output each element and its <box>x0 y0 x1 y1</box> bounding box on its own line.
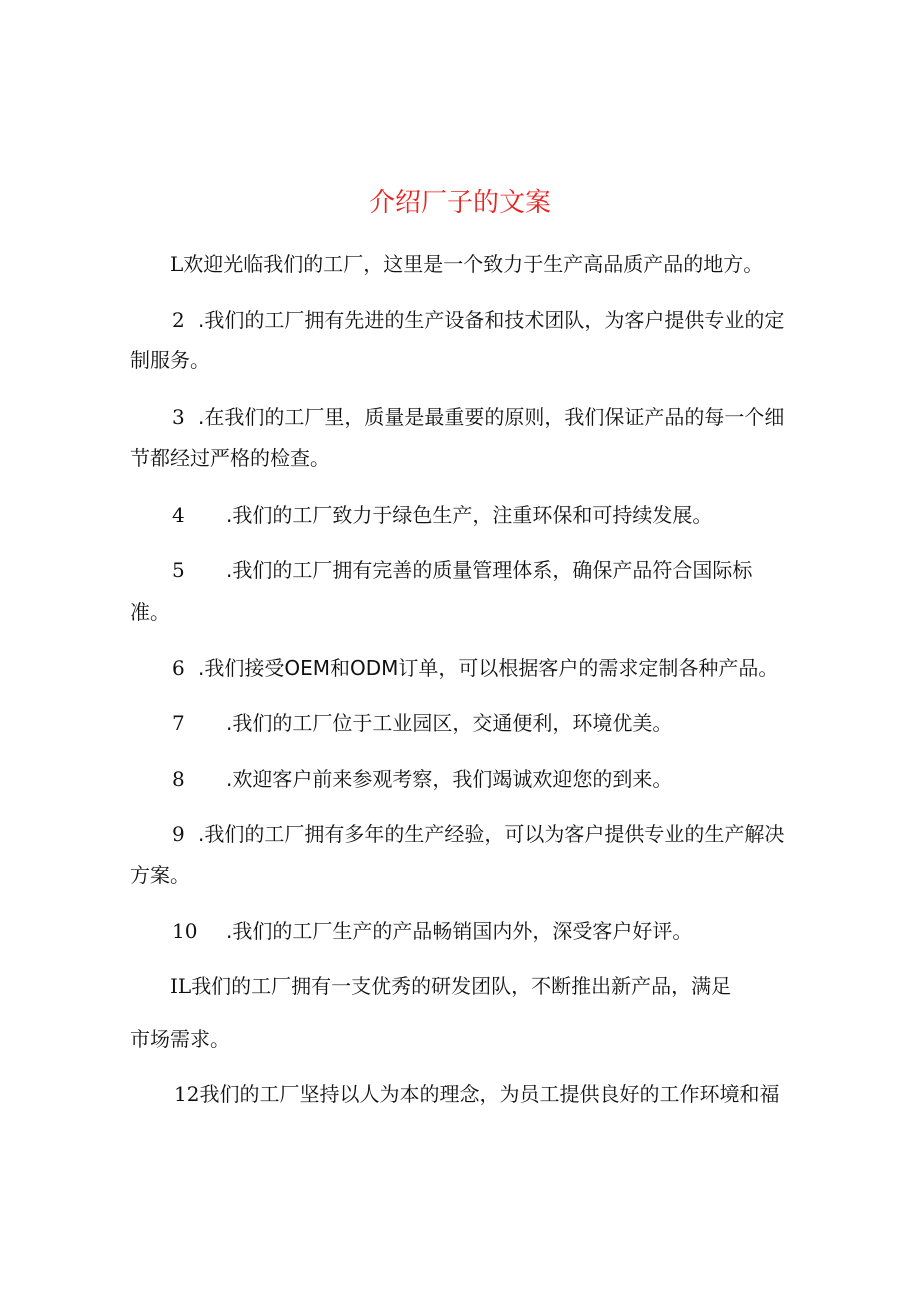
list-item-text: .我们的工厂位于工业园区，交通便利，环境优美。 <box>226 711 673 735</box>
list-item-number: 6 <box>172 656 185 680</box>
document-title: 介绍厂子的文案 <box>368 188 551 218</box>
list-item-text: .我们的工厂生产的产品畅销国内外，深受客户好评。 <box>226 919 693 943</box>
list-item-number: 3 <box>172 405 185 429</box>
list-item-9-line-1 <box>172 820 784 848</box>
list-item-text: 欢迎光临我们的工厂，这里是一个致力于生产高品质产品的地方。 <box>183 252 764 276</box>
list-item-number: 9 <box>172 822 185 846</box>
list-item-2-line-2 <box>130 346 210 374</box>
list-item-3-line-1 <box>172 403 784 431</box>
list-item-5-line-2 <box>130 598 170 626</box>
list-item-text: 市场需求。 <box>130 1027 230 1051</box>
list-item-number: 7 <box>172 711 185 735</box>
list-item-4-line-1 <box>172 501 712 529</box>
list-item-9-line-2 <box>130 861 190 889</box>
list-item-2-line-1 <box>172 306 784 334</box>
list-item-number: 12 <box>174 1082 200 1106</box>
list-item-number: 10 <box>172 919 198 943</box>
list-item-text: .我们的工厂拥有先进的生产设备和技术团队，为客户提供专业的定 <box>198 308 785 332</box>
list-item-text: 制服务。 <box>130 348 210 372</box>
list-item-number: L <box>170 252 184 276</box>
list-item-text: 方案。 <box>130 863 190 887</box>
list-item-number: IL <box>170 974 192 998</box>
list-item-text: .我们的工厂拥有多年的生产经验，可以为客户提供专业的生产解决 <box>198 822 785 846</box>
list-item-number: 8 <box>172 767 185 791</box>
list-item-text: .欢迎客户前来参观考察，我们竭诚欢迎您的到来。 <box>226 767 673 791</box>
list-item-text: 节都经过严格的检查。 <box>130 446 330 470</box>
list-item-text: .在我们的工厂里，质量是最重要的原则，我们保证产品的每一个细 <box>198 405 785 429</box>
list-item-number: 5 <box>172 558 185 582</box>
list-item-1-line-1 <box>170 250 763 278</box>
list-item-number: 4 <box>172 503 185 527</box>
list-item-text: .我们接受OEM和ODM订单，可以根据客户的需求定制各种产品。 <box>198 656 779 680</box>
list-item-8-line-1 <box>172 765 672 793</box>
list-item-text: .我们的工厂致力于绿色生产，注重环保和可持续发展。 <box>226 503 713 527</box>
list-item-text: 我们的工厂坚持以人为本的理念，为员工提供良好的工作环境和福 <box>199 1082 780 1106</box>
list-item-7-line-1 <box>172 709 672 737</box>
list-item-11-line-2 <box>130 1025 230 1053</box>
list-item-3-line-2 <box>130 444 330 472</box>
list-item-text: .我们的工厂拥有完善的质量管理体系，确保产品符合国际标 <box>226 558 753 582</box>
list-item-text: 我们的工厂拥有一支优秀的研发团队，不断推出新产品，满足 <box>191 974 732 998</box>
list-item-text: 准。 <box>130 600 170 624</box>
list-item-5-line-1 <box>172 556 752 584</box>
list-item-11-line-1 <box>170 972 731 1000</box>
list-item-12-line-1 <box>174 1080 779 1108</box>
list-item-6-line-1 <box>172 654 778 682</box>
list-item-10-line-1 <box>172 917 692 945</box>
list-item-number: 2 <box>172 308 185 332</box>
